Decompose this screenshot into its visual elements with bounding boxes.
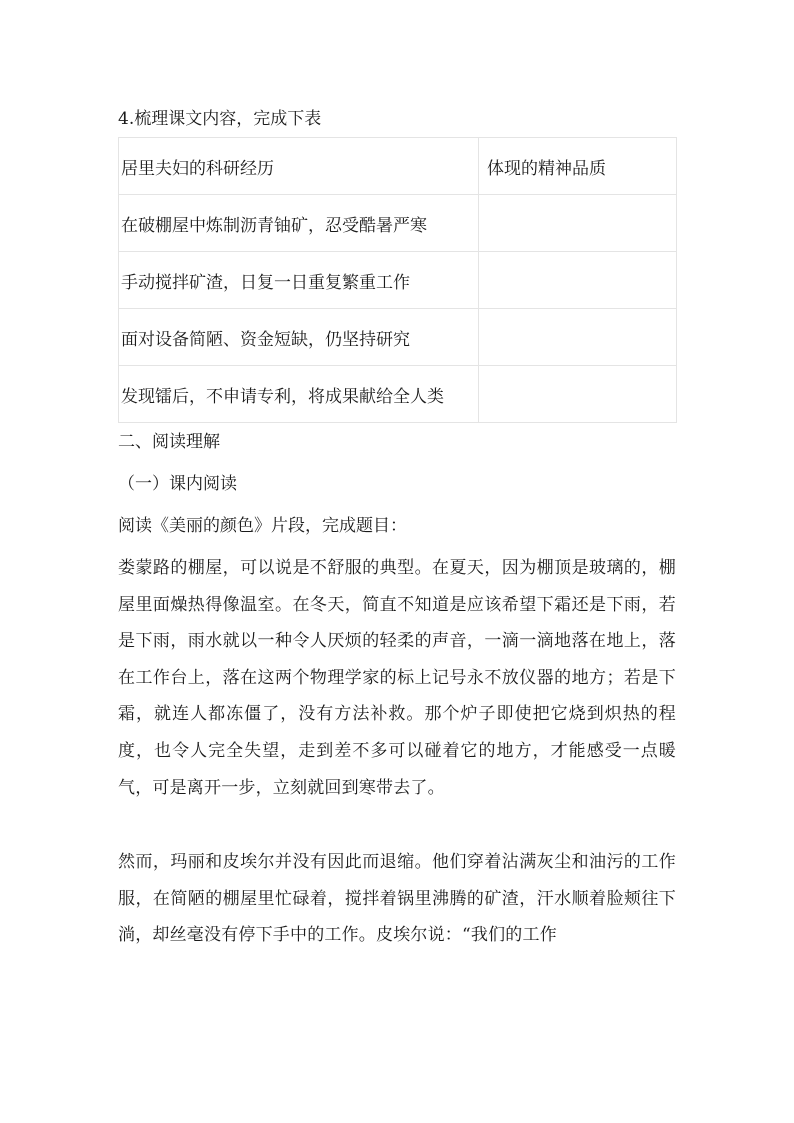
table-cell-experience: 在破棚屋中炼制沥青铀矿，忍受酷暑严寒 <box>119 195 479 252</box>
question-4-label: 4.梳理课文内容，完成下表 <box>118 109 322 129</box>
table-row <box>119 252 677 309</box>
table-cell-spirit-answer[interactable] <box>479 252 677 309</box>
table-header-row <box>119 138 677 195</box>
passage-paragraph-1: 娄蒙路的棚屋，可以说是不舒服的典型。在夏天，因为棚顶是玻璃的，棚屋里面燥热得像温室。在冬天，简直不知道是应该希望下霜还是下雨，若是下雨，雨水就以一种令人厌烦的轻柔的声音，一滴一滴地落在地上，落在工作台上，落在这两个物理学家的标上记号永不放仪器的地方；若是下霜，就连人都冻僵了，没有方法补救。那个炉子即使把它烧到炽热的程度，也令人完全失望，走到差不多可以碰着它的地方，才能感受一点暖气，可是离开一步，立刻就回到寒带去了。 <box>118 558 676 798</box>
table-header-spirit: 体现的精神品质 <box>479 138 677 195</box>
table-row <box>119 309 677 366</box>
table-cell-spirit-answer[interactable] <box>479 195 677 252</box>
table-header-experience: 居里夫妇的科研经历 <box>119 138 479 195</box>
section-2-title: 二、阅读理解 <box>118 432 220 452</box>
table-cell-experience: 发现镭后，不申请专利，将成果献给全人类 <box>119 366 479 423</box>
table-cell-spirit-answer[interactable] <box>479 366 677 423</box>
reading-instruction: 阅读《美丽的颜色》片段，完成题目： <box>118 516 407 536</box>
table-cell-spirit-answer[interactable] <box>479 309 677 366</box>
summary-table <box>118 137 677 423</box>
table-row <box>119 195 677 252</box>
table-cell-experience: 手动搅拌矿渣，日复一日重复繁重工作 <box>119 252 479 309</box>
table-row <box>119 366 677 423</box>
subsection-title: （一）课内阅读 <box>118 474 237 494</box>
passage-paragraph-2: 然而，玛丽和皮埃尔并没有因此而退缩。他们穿着沾满灰尘和油污的工作服，在简陋的棚屋里忙碌着，搅拌着锅里沸腾的矿渣，汗水顺着脸颊往下淌，却丝毫没有停下手中的工作。皮埃尔说：“我们的工作 <box>118 852 676 946</box>
table-cell-experience: 面对设备简陋、资金短缺，仍坚持研究 <box>119 309 479 366</box>
